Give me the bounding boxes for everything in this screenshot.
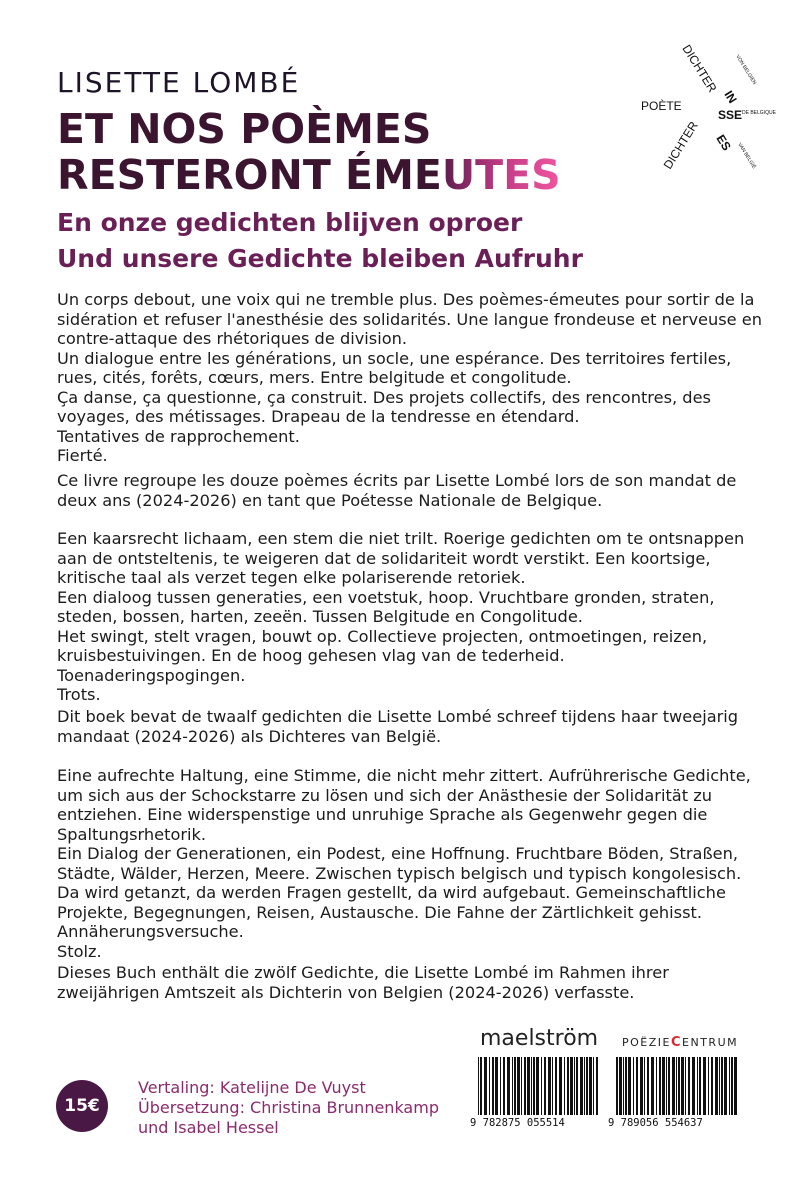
french-note: Ce livre regroupe les douze poèmes écrits par Lisette Lombé lors de son mandat de deux ans (2024-2026) en tant que Poétesse Nationale de Belgique.	[57, 471, 737, 510]
barcode-bar	[524, 1057, 526, 1115]
book-title	[57, 106, 561, 198]
barcode-bar	[721, 1057, 723, 1115]
paragraph-line: Da wird getanzt, da werden Fragen gestellt, da wird aufgebaut. Gemeinschaftliche Projekte, Begegnungen, Reisen, Austausche. Die Fahne der Zärtlichkeit gehisst.	[57, 883, 726, 922]
title-line-2-end: UTES	[441, 151, 561, 199]
barcode-bar	[541, 1057, 542, 1115]
barcode-bar	[500, 1057, 501, 1115]
logo-van-belgie: VAN BELGIË	[736, 141, 757, 170]
barcode-bar	[640, 1057, 643, 1115]
barcode-bar	[681, 1057, 684, 1115]
barcode-bar	[647, 1057, 649, 1115]
barcode-bar	[644, 1057, 645, 1115]
barcode-bar	[616, 1057, 618, 1115]
barcode-bar	[731, 1057, 733, 1115]
publisher-logo-maelstrom: maelström	[480, 1026, 599, 1051]
paragraph-line: Un corps debout, une voix qui ne tremble plus. Des poèmes-émeutes pour sortir de la sidération et refuser l'anesthésie des solidarités. Une langue frondeuse et nerveuse en contre-attaque des rhétoriques de division.	[57, 290, 763, 348]
credit-german: Übersetzung: Christina Brunnenkamp	[138, 1098, 439, 1117]
paragraph-line: Trots.	[57, 685, 101, 704]
barcode-bar	[659, 1057, 661, 1115]
barcode-bar	[586, 1057, 588, 1115]
barcode-bar	[480, 1057, 482, 1115]
paragraph-line: Toenaderingspogingen.	[57, 665, 246, 685]
barcode-bar	[584, 1057, 585, 1115]
barcode-bar	[512, 1057, 513, 1115]
barcode-bar	[570, 1057, 573, 1115]
publisher2-text-b: ENTRUM	[682, 1036, 739, 1049]
translator-credits	[138, 1078, 439, 1138]
isbn-poeziecentrum: 9 789056 554637	[608, 1117, 703, 1129]
credit-german-2: und Isabel Hessel	[138, 1118, 279, 1137]
barcode-bar	[719, 1057, 720, 1115]
barcode-bar	[495, 1057, 498, 1115]
barcode-bar	[688, 1057, 690, 1115]
barcode-bar	[623, 1057, 624, 1115]
paragraph-line: Het swingt, stelt vragen, bouwt op. Collectieve projecten, ontmoetingen, reizen, kruisbestuivingen. En de hoog gehesen vlag van de tederheid.	[57, 626, 708, 665]
paragraph-line: Un dialogue entre les générations, un socle, une espérance. Des territoires fertiles, rues, cités, forêts, cœurs, mers. Entre belgitude et congolitude.	[57, 348, 732, 387]
barcode-bar	[478, 1057, 479, 1115]
paragraph-line: Een kaarsrecht lichaam, een stem die niet trilt. Roerige gedichten om te ontsnappen aan de ontsteltenis, te weigeren dat de solidariteit wordt verstikt. Een koortsige, kritische taal als verzet tegen elke polariserende retoriek.	[57, 529, 745, 587]
barcode-bar	[589, 1057, 592, 1115]
title-line-2-start: RESTERONT ÉME	[57, 151, 442, 199]
barcode-bar	[656, 1057, 657, 1115]
barcode-bar	[651, 1057, 654, 1115]
barcode-bar	[662, 1057, 665, 1115]
barcode-bar	[527, 1057, 530, 1115]
dutch-description	[57, 529, 763, 705]
publisher2-c-letter: C	[670, 1035, 683, 1050]
barcode-bar	[552, 1057, 553, 1115]
french-description	[57, 290, 763, 466]
logo-von-belgien: VON BELGIEN	[734, 53, 758, 86]
barcode-bar	[699, 1057, 701, 1115]
barcode-bar	[521, 1057, 522, 1115]
barcode-bar	[734, 1057, 737, 1115]
barcode-bar	[636, 1057, 638, 1115]
barcode-bar	[576, 1057, 578, 1115]
barcode-bar	[548, 1057, 551, 1115]
paragraph-line: Ein Dialog der Generationen, ein Podest, eine Hoffnung. Fruchtbare Böden, Straßen, Städte, Wälder, Herzen, Meere. Zwischen typisch belgisch und typisch kongolesisch.	[57, 844, 742, 883]
isbn-maelstrom: 9 782875 055514	[470, 1117, 565, 1129]
logo-in: IN	[721, 88, 740, 106]
barcode-bar	[666, 1057, 667, 1115]
german-note: Dieses Buch enthält die zwölf Gedichte, die Lisette Lombé im Rahmen ihrer zweijährigen Amtszeit als Dichterin von Belgien (2024-2026) verfasste.	[57, 963, 669, 1002]
subtitle-dutch: En onze gedichten blijven oproer	[57, 208, 523, 237]
barcode-bar	[564, 1057, 565, 1115]
paragraph-line: Annäherungsversuche.	[57, 922, 244, 941]
barcode-bar	[628, 1057, 631, 1115]
barcode-bar	[715, 1057, 718, 1115]
logo-dichter-1: DICHTER	[679, 42, 720, 95]
subtitle-german: Und unsere Gedichte bleiben Aufruhr	[57, 244, 583, 273]
publisher-logo-poeziecentrum	[622, 1035, 738, 1050]
barcode-maelstrom	[474, 1057, 602, 1121]
title-line-1: ET NOS POÈMES	[57, 105, 432, 153]
logo-de-belgique: DE BELGIQUE	[742, 110, 776, 116]
barcode-bar	[531, 1057, 532, 1115]
author-name: LISETTE LOMBÉ	[57, 66, 301, 99]
barcode-bar	[559, 1057, 562, 1115]
barcode-bar	[703, 1057, 706, 1115]
barcode-bar	[708, 1057, 709, 1115]
barcode-bar	[544, 1057, 546, 1115]
barcode-poeziecentrum	[612, 1057, 740, 1121]
barcode-bar	[625, 1057, 627, 1115]
publisher2-text-a: POËZIE	[622, 1036, 671, 1049]
barcode-bar	[555, 1057, 557, 1115]
logo-es: ES	[713, 132, 734, 154]
barcode-bar	[567, 1057, 569, 1115]
barcode-bar	[507, 1057, 510, 1115]
barcode-bar	[514, 1057, 516, 1115]
logo-dichter-2: DICHTER	[660, 118, 701, 172]
barcode-bar	[574, 1057, 575, 1115]
barcode-bar	[484, 1057, 487, 1115]
german-description	[57, 766, 763, 961]
paragraph-line: Eine aufrechte Haltung, eine Stimme, die nicht mehr zittert. Aufrührerische Gedichte, um sich aus der Schockstarre zu lösen und sich der Anästhesie der Solidarität zu entziehen. Eine widerspenstige und unruhige Sprache als Gegenwehr gegen die Spaltungsrhetorik.	[57, 766, 751, 844]
barcode-bar	[692, 1057, 695, 1115]
barcode-bar	[633, 1057, 634, 1115]
barcode-bar	[685, 1057, 686, 1115]
barcode-bar	[729, 1057, 730, 1115]
barcode-bar	[517, 1057, 520, 1115]
barcode-bar	[489, 1057, 490, 1115]
paragraph-line: Ça danse, ça questionne, ça construit. Des projets collectifs, des rencontres, des voyages, des métissages. Drapeau de la tendresse en étendard.	[57, 387, 711, 426]
logo-sse: SSE	[718, 108, 743, 122]
barcode-bar	[668, 1057, 670, 1115]
barcode-bar	[619, 1057, 622, 1115]
poet-laureate-logo	[638, 42, 776, 172]
barcode-bar	[672, 1057, 675, 1115]
barcode-bar	[503, 1057, 505, 1115]
barcode-bar	[676, 1057, 677, 1115]
barcode-bar	[678, 1057, 680, 1115]
barcode-bar	[697, 1057, 698, 1115]
paragraph-line: Fierté.	[57, 446, 108, 465]
paragraph-line: Een dialoog tussen generaties, een voetstuk, hoop. Vruchtbare gronden, straten, steden, bossen, harten, zeeën. Tussen Belgitude en Congolitude.	[57, 587, 715, 626]
barcode-bar	[724, 1057, 727, 1115]
paragraph-line: Stolz.	[57, 941, 102, 961]
barcode-bar	[593, 1057, 594, 1115]
barcode-bar	[580, 1057, 583, 1115]
barcode-bar	[711, 1057, 713, 1115]
barcode-bar	[536, 1057, 539, 1115]
credit-dutch: Vertaling: Katelijne De Vuyst	[138, 1078, 366, 1097]
dutch-note: Dit boek bevat de twaalf gedichten die Lisette Lombé schreef tijdens haar tweejarig mandaat (2024-2026) als Dichteres van België.	[57, 707, 739, 746]
paragraph-line: Tentatives de rapprochement.	[57, 426, 300, 446]
price-badge: 15€	[56, 1080, 108, 1132]
barcode-bar	[596, 1057, 598, 1115]
barcode-bar	[492, 1057, 494, 1115]
barcode-bar	[533, 1057, 535, 1115]
logo-poete: POÈTE	[641, 99, 682, 113]
title-line-2	[57, 152, 561, 198]
